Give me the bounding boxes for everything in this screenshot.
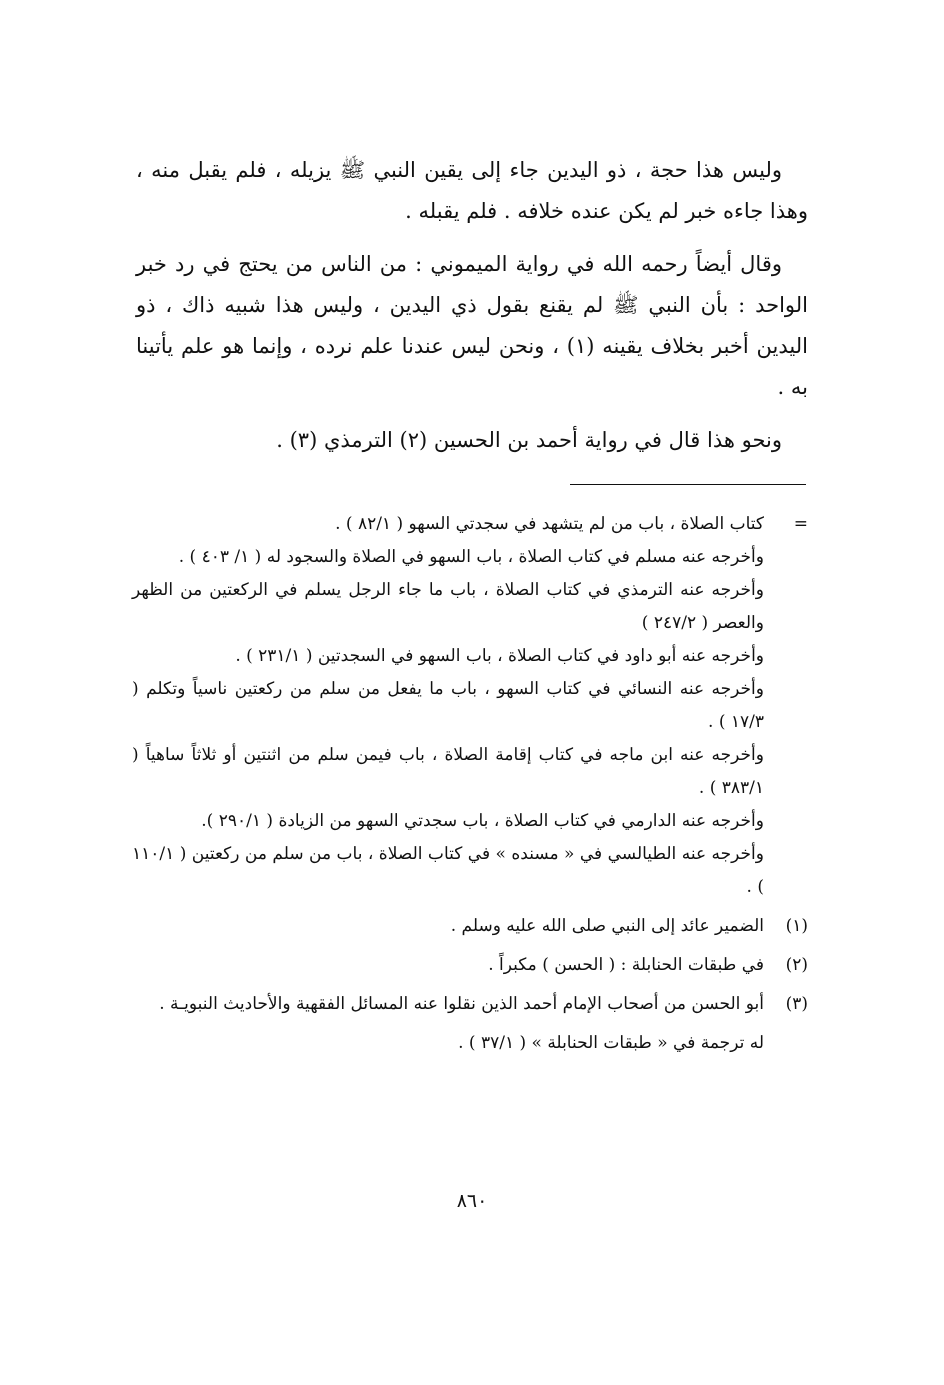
footnote-line: كتاب الصلاة ، باب من لم يتشهد في سجدتي السهو ( ٨٢/١ ) . — [335, 514, 764, 534]
footnote-mark: (١) — [785, 916, 808, 936]
footnote-line: وأخرجه عنه الطيالسي في « مسنده » في كتاب الصلاة ، باب من سلم من ركعتين ( ١١٠/١ ) . — [132, 844, 764, 897]
paragraph-1: وليس هذا حجة ، ذو اليدين جاء إلى يقين النبي ﷺ يزيله ، فلم يقبل منه ، وهذا جاءه خبر لم يكن عنده خلافه . فلم يقبله . — [136, 158, 808, 223]
footnote-text — [132, 988, 764, 1060]
footnote-line: أبو الحسن من أصحاب الإمام أحمد الذين نقلوا عنه المسائل الفقهية والأحاديث النبويـة . — [159, 994, 764, 1014]
footnote-line: وأخرجه عنه النسائي في كتاب السهو ، باب ما يفعل من سلم من ركعتين ناسياً وتكلم ( ١٧/٣ ) . — [132, 679, 764, 732]
footnote-line: له ترجمة في « طبقات الحنابلة » ( ٣٧/١ ) . — [458, 1033, 764, 1053]
continuation-block — [132, 508, 764, 904]
footnote-line: وأخرجه عنه الدارمي في كتاب الصلاة ، باب سجدتي السهو من الزيادة ( ٢٩٠/١ ). — [201, 811, 764, 831]
continuation-mark: = — [793, 514, 808, 534]
footnote-text: في طبقات الحنابلة : ( الحسن ) مكبراً . — [488, 955, 764, 975]
paragraph-2: وقال أيضاً رحمه الله في رواية الميموني : من الناس من يحتج في رد خبر الواحد : بأن النبي ﷺ لم يقنع بقول ذي اليدين ، وليس هذا شبيه ذاك ، ذو اليدين أخبر بخلاف يقينه (١) ، ونحن ليس عندنا علم نرده ، وإنما هو علم يأتينا به . — [136, 252, 808, 399]
footnote-line: وأخرجه عنه الترمذي في كتاب الصلاة ، باب ما جاء الرجل يسلم في الركعتين من الظهر والعصر ( ٢٤٧/٢ ) — [132, 580, 764, 633]
footnote-1 — [132, 910, 808, 943]
footnote-2 — [132, 949, 808, 982]
footnote-line: وأخرجه عنه ابن ماجه في كتاب إقامة الصلاة ، باب فيمن سلم من اثنتين أو ثلاثاً ساهياً ( ٣٨٣/١ ) . — [132, 745, 764, 798]
footnote-text: الضمير عائد إلى النبي صلى الله عليه وسلم . — [450, 916, 764, 936]
footnotes — [132, 508, 808, 1060]
footnote-mark: (٣) — [785, 994, 808, 1014]
main-text — [136, 150, 808, 473]
paragraph-3: ونحو هذا قال في رواية أحمد بن الحسين (٢) الترمذي (٣) . — [276, 428, 782, 452]
footnote-separator — [570, 484, 806, 485]
footnote-continuation — [132, 508, 808, 904]
footnote-mark: (٢) — [785, 955, 808, 975]
page-number: ٨٦٠ — [456, 1190, 488, 1212]
footnote-3 — [132, 988, 808, 1060]
footnote-line: وأخرجه عنه مسلم في كتاب الصلاة ، باب السهو في الصلاة والسجود له ( ١/ ٤٠٣ ) . — [178, 547, 764, 567]
footnote-line: وأخرجه عنه أبو داود في كتاب الصلاة ، باب السهو في السجدتين ( ٢٣١/١ ) . — [235, 646, 764, 666]
